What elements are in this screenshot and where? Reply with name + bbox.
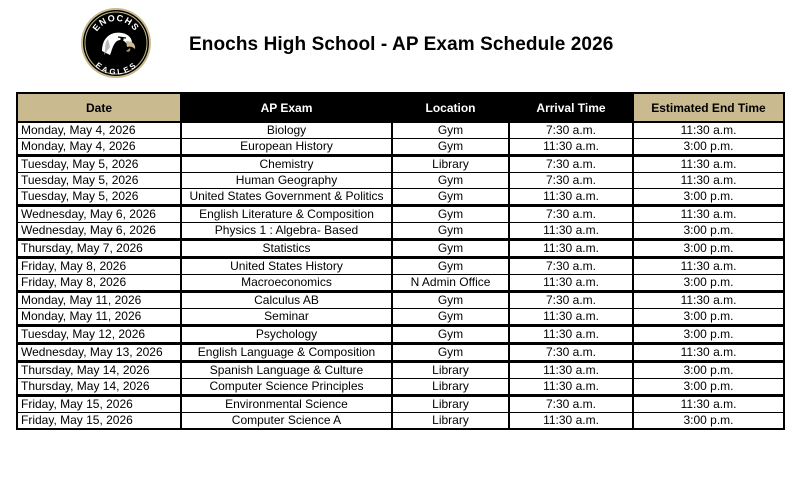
cell-location: Gym — [392, 344, 509, 362]
cell-date: Friday, May 8, 2026 — [17, 258, 181, 275]
table-row — [17, 309, 784, 326]
cell-date: Tuesday, May 5, 2026 — [17, 173, 181, 189]
cell-arrival: 11:30 a.m. — [509, 223, 633, 240]
table-row — [17, 189, 784, 206]
table-row — [17, 379, 784, 396]
cell-location: Gym — [392, 309, 509, 326]
cell-end: 3:00 p.m. — [633, 189, 784, 206]
cell-location: Gym — [392, 240, 509, 258]
cell-end: 3:00 p.m. — [633, 362, 784, 379]
cell-end: 3:00 p.m. — [633, 309, 784, 326]
cell-date: Wednesday, May 6, 2026 — [17, 206, 181, 223]
table-row — [17, 139, 784, 156]
cell-end: 11:30 a.m. — [633, 396, 784, 413]
cell-exam: Seminar — [181, 309, 392, 326]
cell-exam: Macroeconomics — [181, 275, 392, 292]
cell-exam: United States Government & Politics — [181, 189, 392, 206]
cell-exam: Computer Science A — [181, 413, 392, 430]
cell-date: Thursday, May 7, 2026 — [17, 240, 181, 258]
cell-date: Wednesday, May 6, 2026 — [17, 223, 181, 240]
cell-arrival: 7:30 a.m. — [509, 206, 633, 223]
cell-exam: European History — [181, 139, 392, 156]
cell-arrival: 11:30 a.m. — [509, 379, 633, 396]
cell-arrival: 11:30 a.m. — [509, 413, 633, 430]
cell-end: 11:30 a.m. — [633, 173, 784, 189]
cell-location: Library — [392, 156, 509, 173]
cell-end: 11:30 a.m. — [633, 156, 784, 173]
cell-date: Tuesday, May 5, 2026 — [17, 189, 181, 206]
cell-arrival: 7:30 a.m. — [509, 122, 633, 139]
cell-exam: English Language & Composition — [181, 344, 392, 362]
cell-location: Gym — [392, 326, 509, 344]
cell-end: 3:00 p.m. — [633, 223, 784, 240]
cell-arrival: 11:30 a.m. — [509, 275, 633, 292]
cell-arrival: 11:30 a.m. — [509, 326, 633, 344]
cell-end: 11:30 a.m. — [633, 344, 784, 362]
logo-bottom-text: EAGLES — [93, 60, 139, 77]
table-row — [17, 156, 784, 173]
cell-location: Library — [392, 413, 509, 430]
table-row — [17, 396, 784, 413]
cell-exam: Spanish Language & Culture — [181, 362, 392, 379]
cell-arrival: 11:30 a.m. — [509, 309, 633, 326]
cell-arrival: 11:30 a.m. — [509, 240, 633, 258]
cell-arrival: 7:30 a.m. — [509, 173, 633, 189]
column-header-estimated-end-time: Estimated End Time — [633, 93, 784, 122]
table-row — [17, 240, 784, 258]
cell-end: 11:30 a.m. — [633, 206, 784, 223]
cell-date: Monday, May 4, 2026 — [17, 122, 181, 139]
cell-location: Library — [392, 396, 509, 413]
table-row — [17, 362, 784, 379]
cell-date: Thursday, May 14, 2026 — [17, 379, 181, 396]
page-title: Enochs High School - AP Exam Schedule 2026 — [189, 34, 614, 55]
cell-date: Monday, May 11, 2026 — [17, 292, 181, 309]
column-header-arrival-time: Arrival Time — [509, 93, 633, 122]
cell-exam: Statistics — [181, 240, 392, 258]
table-row — [17, 275, 784, 292]
cell-arrival: 7:30 a.m. — [509, 396, 633, 413]
table-row — [17, 344, 784, 362]
cell-location: Gym — [392, 139, 509, 156]
cell-date: Monday, May 4, 2026 — [17, 139, 181, 156]
cell-date: Wednesday, May 13, 2026 — [17, 344, 181, 362]
cell-location: N Admin Office — [392, 275, 509, 292]
cell-location: Gym — [392, 258, 509, 275]
table-row — [17, 258, 784, 275]
cell-date: Tuesday, May 12, 2026 — [17, 326, 181, 344]
school-logo — [80, 7, 152, 79]
eagle-logo-icon — [80, 7, 152, 79]
cell-date: Tuesday, May 5, 2026 — [17, 156, 181, 173]
cell-location: Gym — [392, 223, 509, 240]
cell-arrival: 11:30 a.m. — [509, 362, 633, 379]
cell-arrival: 7:30 a.m. — [509, 292, 633, 309]
cell-arrival: 11:30 a.m. — [509, 189, 633, 206]
header-row — [17, 93, 784, 122]
cell-exam: Psychology — [181, 326, 392, 344]
cell-arrival: 7:30 a.m. — [509, 156, 633, 173]
cell-exam: English Literature & Composition — [181, 206, 392, 223]
cell-end: 11:30 a.m. — [633, 122, 784, 139]
cell-end: 3:00 p.m. — [633, 413, 784, 430]
cell-end: 3:00 p.m. — [633, 379, 784, 396]
cell-arrival: 7:30 a.m. — [509, 258, 633, 275]
table-row — [17, 413, 784, 430]
table-row — [17, 292, 784, 309]
column-header-location: Location — [392, 93, 509, 122]
cell-date: Friday, May 8, 2026 — [17, 275, 181, 292]
cell-date: Monday, May 11, 2026 — [17, 309, 181, 326]
cell-exam: United States History — [181, 258, 392, 275]
cell-exam: Calculus AB — [181, 292, 392, 309]
cell-location: Library — [392, 379, 509, 396]
cell-exam: Computer Science Principles — [181, 379, 392, 396]
cell-location: Gym — [392, 122, 509, 139]
cell-date: Thursday, May 14, 2026 — [17, 362, 181, 379]
cell-arrival: 11:30 a.m. — [509, 139, 633, 156]
cell-end: 11:30 a.m. — [633, 292, 784, 309]
cell-exam: Environmental Science — [181, 396, 392, 413]
cell-location: Library — [392, 362, 509, 379]
cell-end: 3:00 p.m. — [633, 139, 784, 156]
table-row — [17, 223, 784, 240]
column-header-ap-exam: AP Exam — [181, 93, 392, 122]
cell-end: 3:00 p.m. — [633, 275, 784, 292]
cell-exam: Biology — [181, 122, 392, 139]
cell-end: 11:30 a.m. — [633, 258, 784, 275]
cell-date: Friday, May 15, 2026 — [17, 413, 181, 430]
column-header-date: Date — [17, 93, 181, 122]
cell-location: Gym — [392, 173, 509, 189]
cell-location: Gym — [392, 206, 509, 223]
cell-arrival: 7:30 a.m. — [509, 344, 633, 362]
cell-exam: Chemistry — [181, 156, 392, 173]
ap-exam-schedule-table — [16, 92, 785, 430]
table-row — [17, 206, 784, 223]
cell-end: 3:00 p.m. — [633, 326, 784, 344]
cell-exam: Physics 1 : Algebra- Based — [181, 223, 392, 240]
cell-location: Gym — [392, 292, 509, 309]
cell-exam: Human Geography — [181, 173, 392, 189]
table-row — [17, 122, 784, 139]
table-row — [17, 326, 784, 344]
logo-top-text: ENOCHS — [90, 12, 142, 34]
cell-date: Friday, May 15, 2026 — [17, 396, 181, 413]
cell-location: Gym — [392, 189, 509, 206]
cell-end: 3:00 p.m. — [633, 240, 784, 258]
table-row — [17, 173, 784, 189]
